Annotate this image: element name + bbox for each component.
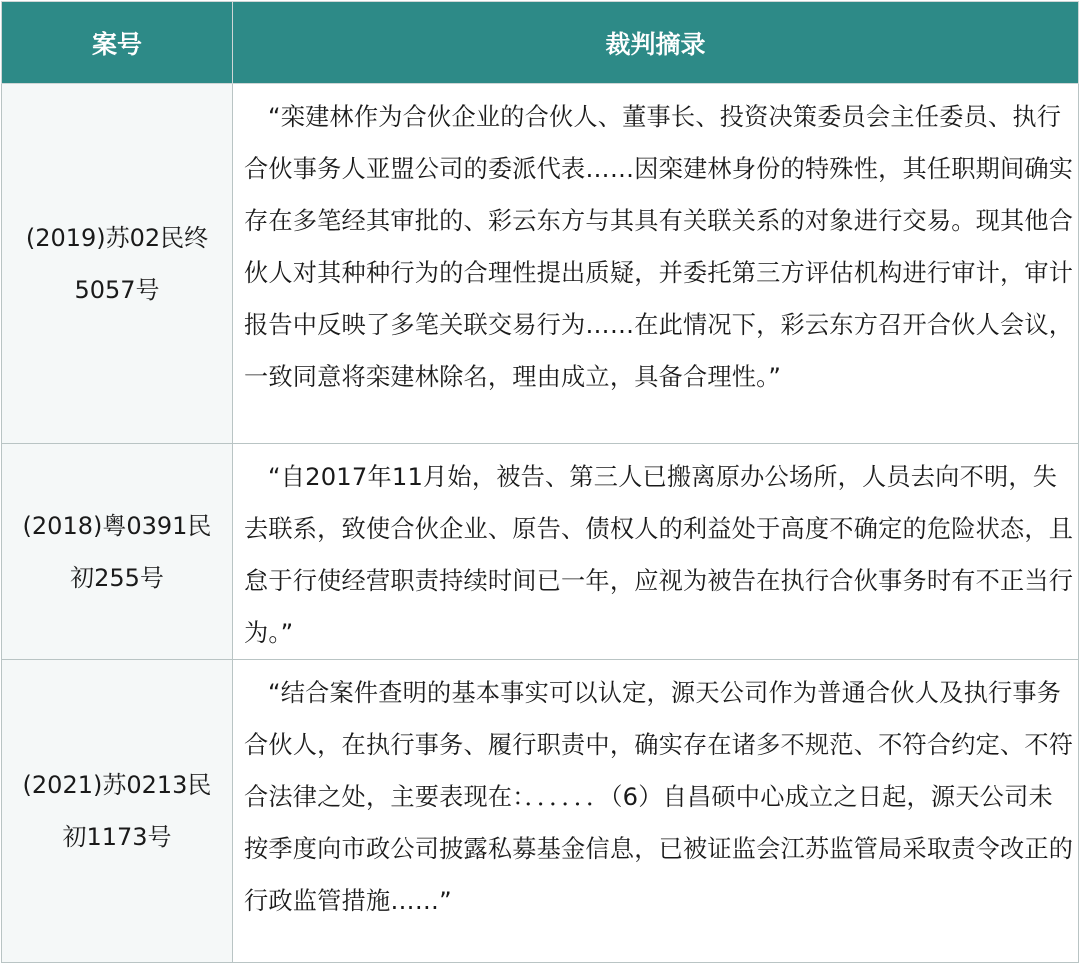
excerpt-cell xyxy=(233,444,1079,660)
case-number-line: (2021)苏0213民 xyxy=(22,771,212,799)
case-number-line: (2018)粤0391民 xyxy=(22,511,212,540)
case-number-cell xyxy=(2,444,233,660)
excerpt-cell xyxy=(233,84,1079,444)
table-row xyxy=(2,660,1079,963)
case-number-cell xyxy=(2,84,233,444)
excerpt-text: “栾建林作为合伙企业的合伙人、董事长、投资决策委员会主任委员、执行合伙事务人亚盟公司的委派代表……因栾建林身份的特殊性，其任职期间确实存在多笔经其审批的、彩云东方与其具有关联关系的对象进行交易。现其他合伙人对其种种行为的合理性提出质疑，并委托第三方评估机构进行审计，审计报告中反映了多笔关联交易行为……在此情况下，彩云东方召开合伙人会议，一致同意将栾建林除名，理由成立，具备合理性。” xyxy=(244,103,1074,391)
excerpt-text: “结合案件查明的基本事实可以认定，源天公司作为普通合伙人及执行事务合伙人，在执行事务、履行职责中，确实存在诸多不规范、不符合约定、不符合法律之处，主要表现在：．．．．．．（6）自昌硕中心成立之日起，源天公司未按季度向市政公司披露私募基金信息，已被证监会江苏监管局采取责令改正的行政监管措施……” xyxy=(244,679,1074,915)
table-row xyxy=(2,444,1079,660)
case-number-line: 5057号 xyxy=(74,275,160,304)
header-case-no: 案号 xyxy=(2,2,233,84)
case-number-line: 初1173号 xyxy=(62,823,172,851)
case-number-line: 初255号 xyxy=(70,563,164,592)
case-excerpt-table xyxy=(1,1,1079,963)
excerpt-text: “自2017年11月始，被告、第三人已搬离原办公场所，人员去向不明，失去联系，致使合伙企业、原告、债权人的利益处于高度不确定的危险状态，且怠于行使经营职责持续时间已一年，应视为被告在执行合伙事务时有不正当行为。” xyxy=(244,463,1074,647)
table-row xyxy=(2,84,1079,444)
excerpt-cell xyxy=(233,660,1079,963)
case-number-cell xyxy=(2,660,233,963)
case-number-line: (2019)苏02民终 xyxy=(25,223,209,252)
header-excerpt: 裁判摘录 xyxy=(233,2,1079,84)
header-row xyxy=(2,2,1079,84)
